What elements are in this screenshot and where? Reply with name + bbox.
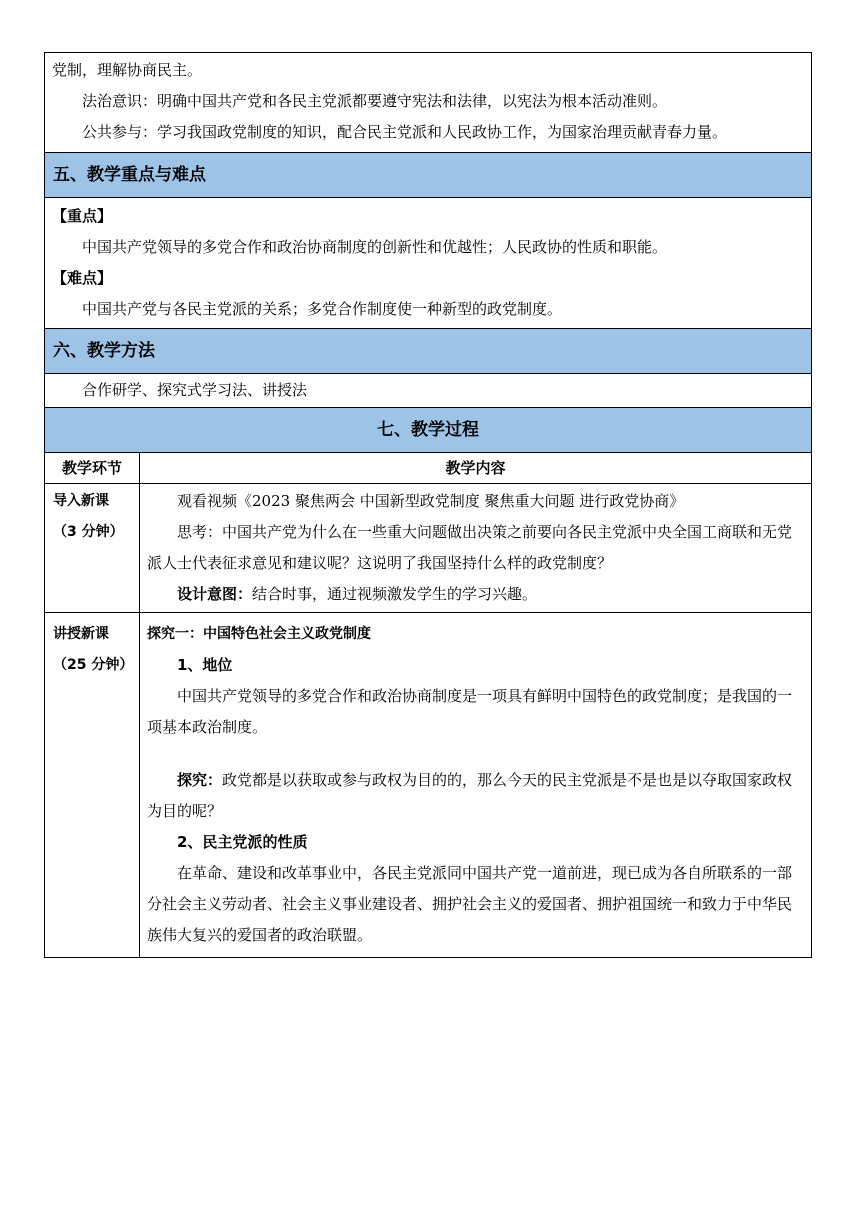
process-row-intro [45,484,812,613]
lesson-plan-table [44,52,812,958]
column-header-stage-label: 教学环节 [61,459,122,477]
video-text: 观看视频《2023 聚焦两会 中国新型政党制度 聚焦重大问题 进行政党协商》 [177,492,685,510]
column-header-content-label: 教学内容 [445,459,506,477]
key-point-label: 【重点】 [52,207,113,225]
section7-heading-cell [45,408,812,453]
section7-heading-row [45,408,812,453]
stage-name: 导入新课 [53,493,109,509]
intro-cell [45,53,812,153]
process-column-header-row [45,453,812,484]
column-header-stage [45,453,140,484]
section5-body-cell [45,198,812,329]
explore-question [140,765,811,827]
intro-row [45,53,812,153]
section6-heading-cell [45,329,812,374]
key-point-text: 中国共产党领导的多党合作和政治协商制度的创新性和优越性；人民政协的性质和职能。 [82,238,668,256]
section5-body-row [45,198,812,329]
subheading-party-nature: 2、民主党派的性质 [177,833,308,851]
public-participation-line: 公共参与：学习我国政党制度的知识，配合民主党派和人民政协工作，为国家治理贡献青春力量。 [82,123,728,141]
subheading-status: 1、地位 [177,656,233,674]
intro-line-1: 党制，理解协商民主。 [52,61,203,79]
design-intent-text: 结合时事，通过视频激发学生的学习兴趣。 [252,585,538,603]
section5-heading-row [45,153,812,198]
section5-heading-cell [45,153,812,198]
section6-body-cell [45,374,812,408]
explore-label: 探究： [177,771,223,789]
section6-body-row [45,374,812,408]
section7-title: 七、教学过程 [377,420,479,440]
stage-cell-new-lesson [45,613,140,958]
content-cell-new-lesson [140,613,812,958]
content-cell-intro [140,484,812,613]
stage-time: （3 分钟） [53,524,124,540]
design-intent [140,579,811,610]
process-row-new-lesson [45,613,812,958]
stage-time: （25 分钟） [53,657,134,673]
stage-name: 讲授新课 [53,626,109,642]
section5-title: 五、教学重点与难点 [53,165,206,185]
column-header-content [140,453,812,484]
lesson-plan-sheet [44,52,811,958]
section6-title: 六、教学方法 [53,341,155,361]
rule-of-law-line: 法治意识：明确中国共产党和各民主党派都要遵守宪法和法律，以宪法为根本活动准则。 [82,92,668,110]
think-question: 思考：中国共产党为什么在一些重大问题做出决策之前要向各民主党派中央全国工商联和无党派人士代表征求意见和建议呢？这说明了我国坚持什么样的政党制度？ [147,523,793,572]
section6-heading-row [45,329,812,374]
explore-question-text: 政党都是以获取或参与政权为目的的，那么今天的民主党派是不是也是以夺取国家政权为目的呢？ [147,771,793,820]
difficulty-label: 【难点】 [52,269,113,287]
status-text: 中国共产党领导的多党合作和政治协商制度是一项具有鲜明中国特色的政党制度；是我国的一项基本政治制度。 [147,687,793,736]
teaching-methods-text: 合作研学、探究式学习法、讲授法 [82,381,308,399]
explore-one-title: 探究一：中国特色社会主义政党制度 [147,626,371,642]
party-nature-text: 在革命、建设和改革事业中，各民主党派同中国共产党一道前进，现已成为各自所联系的一部分社会主义劳动者、社会主义事业建设者、拥护社会主义的爱国者、拥护祖国统一和致力于中华民族伟大复兴的爱国者的政治联盟。 [147,864,793,944]
design-intent-label: 设计意图： [177,585,253,603]
blank-line [140,743,811,765]
difficulty-text: 中国共产党与各民主党派的关系；多党合作制度使一种新型的政党制度。 [82,300,563,318]
stage-cell-intro [45,484,140,613]
